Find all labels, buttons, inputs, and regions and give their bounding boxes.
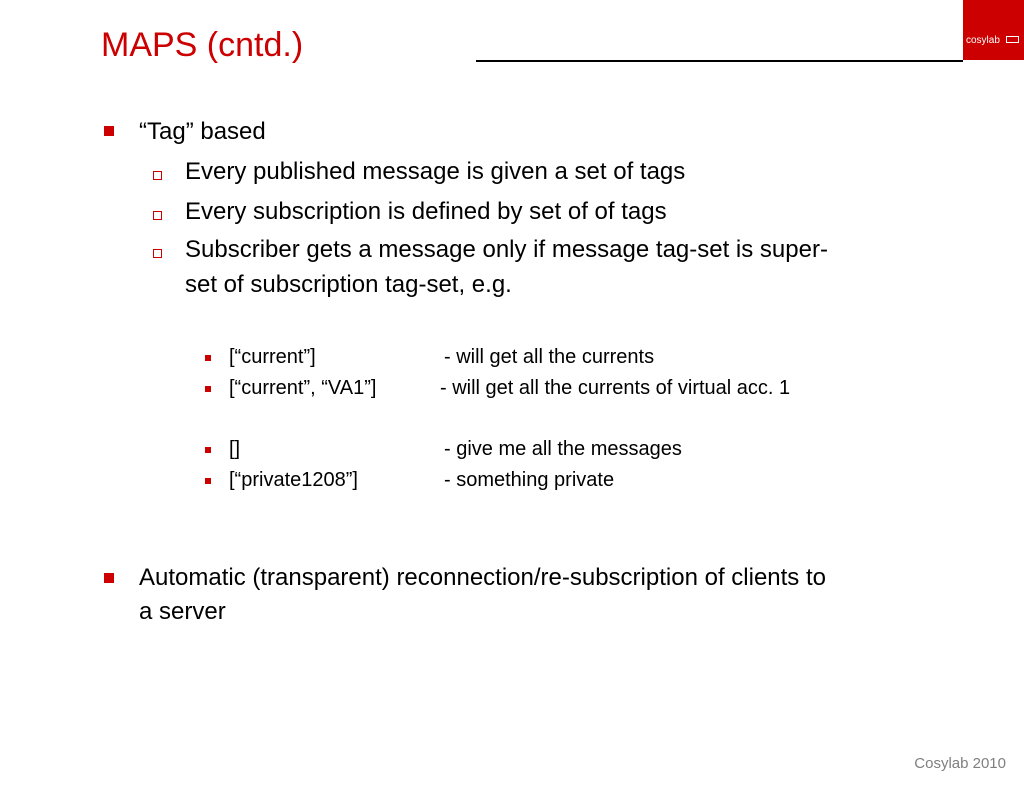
example-row: [229, 465, 615, 495]
example-tags: [“current”, “VA1”]: [229, 377, 377, 399]
bullet-reconnection-line2: a server: [139, 598, 226, 625]
example-desc: - will get all the currents of virtual acc. 1: [440, 377, 791, 399]
example-row: [229, 342, 655, 372]
example-desc: - give me all the messages: [444, 438, 682, 460]
hollow-square-bullet-icon: [153, 249, 162, 258]
bullet-reconnection-line1: Automatic (transparent) reconnection/re-subscription of clients to: [139, 564, 826, 591]
slide-title: MAPS (cntd.): [101, 26, 304, 64]
logo-text: cosylab: [966, 35, 1000, 46]
example-desc: - something private: [444, 469, 615, 491]
sub-bullet-subscriber-line2: set of subscription tag-set, e.g.: [185, 271, 512, 298]
example-row: [229, 434, 682, 464]
square-bullet-icon: [104, 126, 114, 136]
square-bullet-icon: [104, 573, 114, 583]
small-square-bullet-icon: [205, 386, 211, 392]
small-square-bullet-icon: [205, 355, 211, 361]
example-desc: - will get all the currents: [444, 346, 655, 368]
example-tags: [“current”]: [229, 346, 316, 368]
hollow-square-bullet-icon: [153, 171, 162, 180]
example-tags: []: [229, 438, 241, 460]
hollow-square-bullet-icon: [153, 211, 162, 220]
small-square-bullet-icon: [205, 447, 211, 453]
cosylab-logo: [963, 0, 1024, 60]
small-square-bullet-icon: [205, 478, 211, 484]
example-tags: [“private1208”]: [229, 469, 358, 491]
bullet-tag-based: “Tag” based: [139, 118, 266, 145]
slide-footer: Cosylab 2010: [914, 755, 1006, 772]
sub-bullet-subscription: Every subscription is defined by set of of tags: [185, 198, 667, 225]
logo-mark: [1006, 36, 1019, 43]
sub-bullet-subscriber-line1: Subscriber gets a message only if message tag-set is super-: [185, 236, 828, 263]
title-underline: [476, 60, 963, 62]
example-row: [229, 373, 791, 403]
sub-bullet-published-message: Every published message is given a set of tags: [185, 158, 686, 185]
